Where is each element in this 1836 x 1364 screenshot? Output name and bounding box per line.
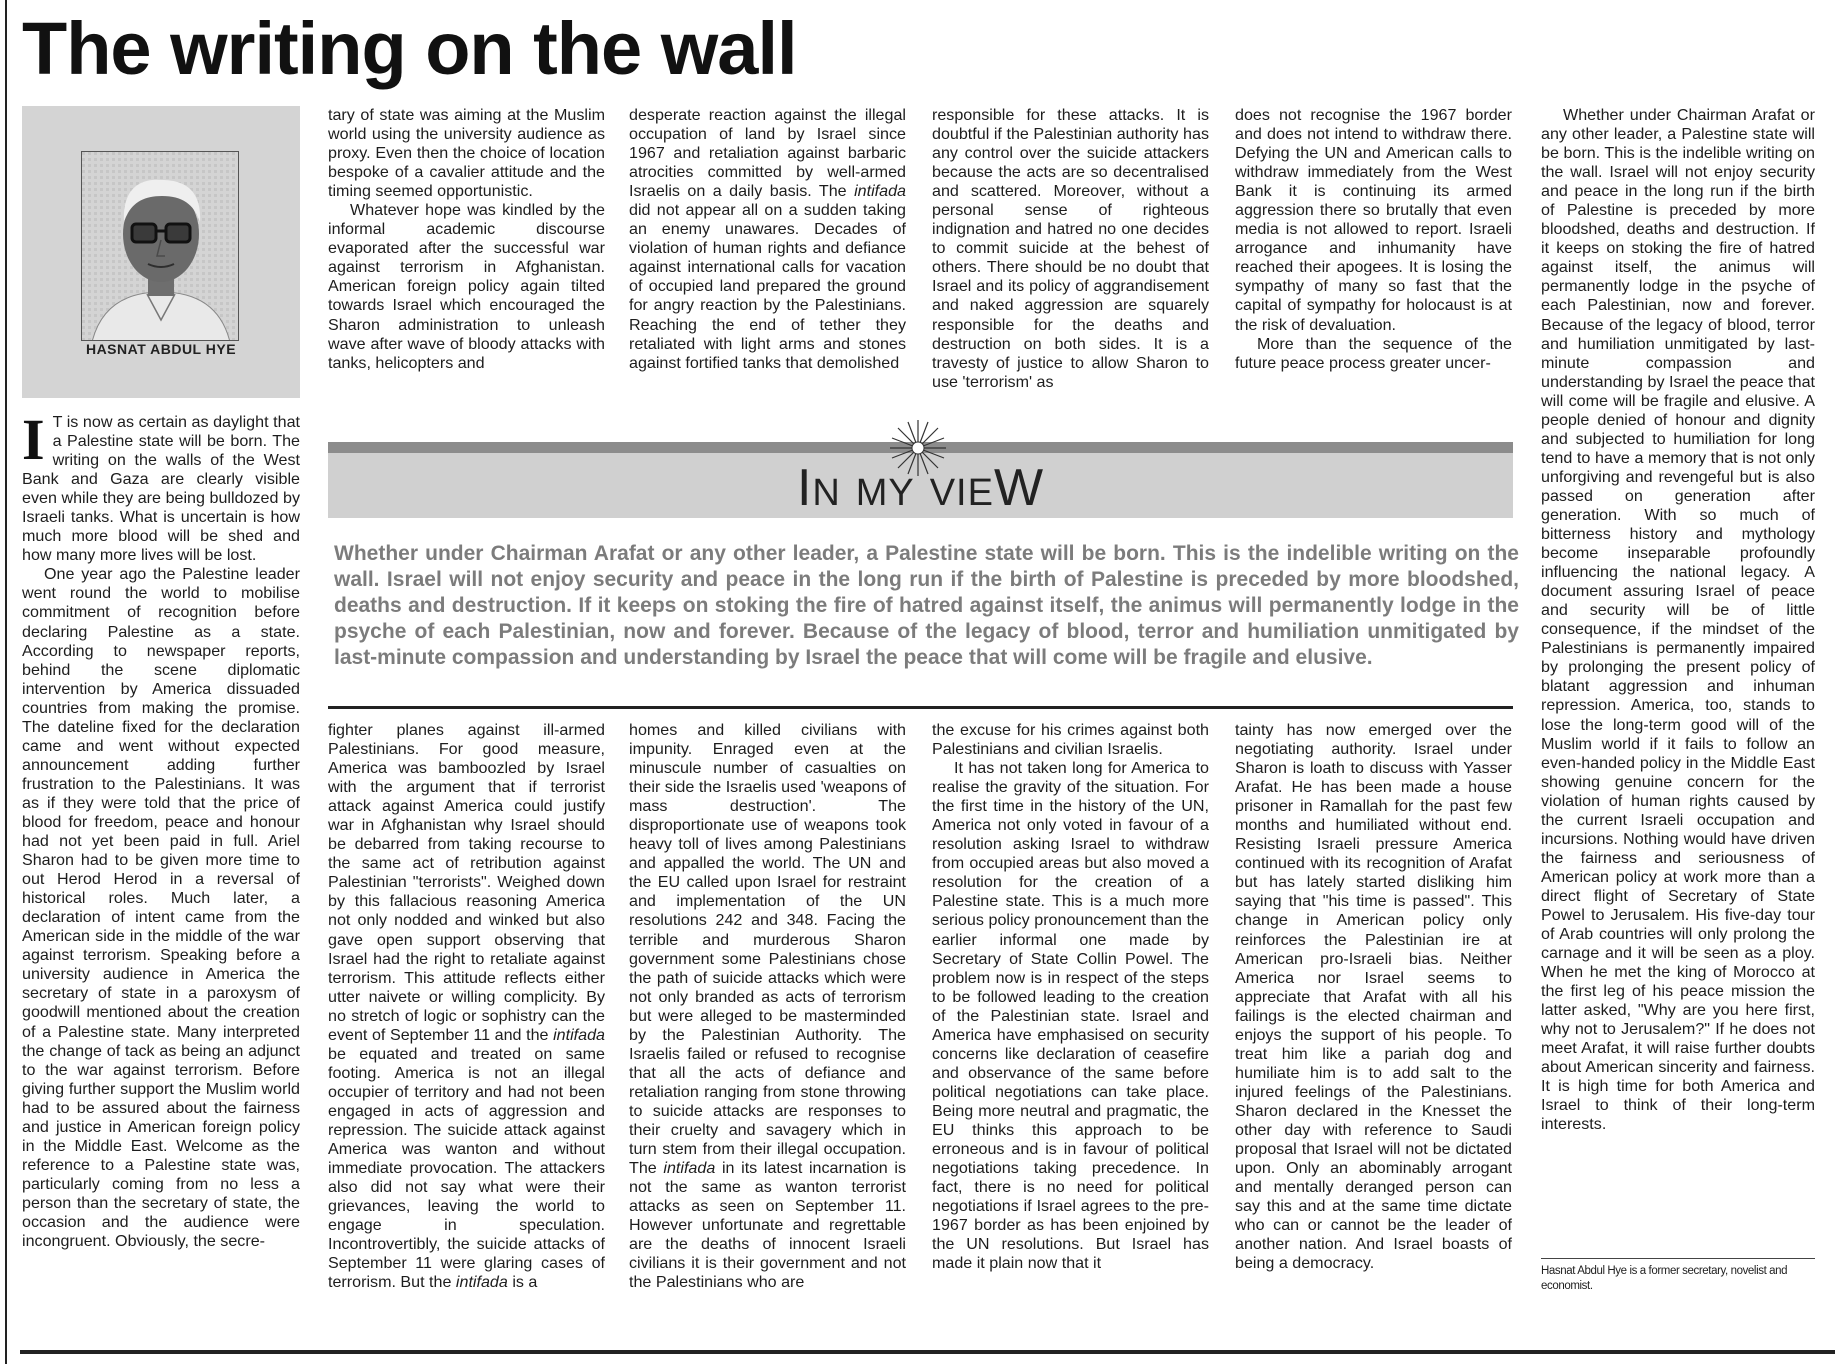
column-5-top xyxy=(1235,106,1512,373)
left-frame-rule xyxy=(5,0,7,1364)
column-1-paragraph-1: T is now as certain as daylight that a Palestine state will be born. The writing on the walls of the West Bank and Gaza are clearly visible even while they are being bulldozed by Israeli tanks. What is uncertain is how much more blood will be shed and how many more lives will be lost. xyxy=(22,413,300,565)
column-5-bottom-paragraph-1: tainty has now emerged over the negotiating authority. Israel under Sharon is loath to discuss with Yasser Arafat. He has been made a house prisoner in Ramallah for the past few months and humiliated without end. Resisting Israeli pressure America continued with its recognition of Arafat but has lately started disliking him saying that "his time is passed". This change in American policy only reinforces the Palestinian ire at American pro-Israeli bias. Neither America nor Israel seems to appreciate that Arafat with all his failings is the elected chairman and enjoys the support of his people. To treat him like a pariah dog and humiliate him is to add salt to the injured feelings of the Palestinians. Sharon declared in the Knesset the other day with reference to Saudi proposal that Israel will not be dictated upon. Only an abominably arrogant and mentally deranged person can say this and at the same time dictate who can or cannot be the leader of another nation. And Israel boasts of being a democracy. xyxy=(1235,721,1512,1273)
banner-letter-i: I xyxy=(796,459,813,517)
author-box xyxy=(22,106,300,398)
column-2-top xyxy=(328,106,605,373)
column-4-bottom xyxy=(932,721,1209,1273)
column-2-bottom-text-c: is a xyxy=(512,1273,538,1292)
banner-letter-w: W xyxy=(993,459,1045,517)
author-footnote: Hasnat Abdul Hye is a former secretary, novelist and economist. xyxy=(1541,1265,1788,1292)
column-2-bottom-text-b: be equated and treated on same footing. America is not an illegal occupier of territory and had not been engaged in acts of aggression and repression. The suicide attack against America was wanton and without immediate provocation. The attackers also did not say what were their grievances, leaving the world to engage in speculation. Incontrovertibly, the suicide attacks of September 11 were glaring cases of terrorism. But the xyxy=(328,1044,605,1292)
column-1 xyxy=(22,407,300,1343)
column-6 xyxy=(1541,106,1815,1135)
pull-quote: Whether under Chairman Arafat or any other leader, a Palestine state will be born. This is the indelible writing on the wall. Israel will not enjoy security and peace in the long run if the birth of Palestine is preceded by more bloodshed, deaths and destruction. If it keeps on stoking the fire of hatred against itself, the animus will permanently lodge in the psyche of each Palestinian, now and forever. Because of the legacy of blood, terror and humiliation unmitigated by last-minute compassion and understanding by Israel the peace that will come will be fragile and elusive. xyxy=(334,542,1519,669)
column-4-bottom-paragraph-1: the excuse for his crimes against both Palestinians and civilian Israelis. xyxy=(932,721,1209,759)
column-3-bottom-text-a: homes and killed civilians with impunity. Enraged even at the minuscule number of casualties on their side the Israelis used 'weapons of mass destruction'. The disproportionate use of weapons took heavy toll of lives among Palestinians and appalled the world. The UN and the EU called upon Israel for restraint and implementation of the UN resolutions 242 and 348. Facing the terrible and murderous Sharon government some Palestinians chose the path of suicide attacks which were not only branded as acts of terrorism but were alleged to be masterminded by the Palestinian Authority. The Israelis failed or refused to recognise that all the acts of defiance and retaliation ranging from stone throwing to suicide attacks are responses to their cruelty and savagery which in turn stem from their illegal occupation. The xyxy=(629,721,906,1178)
column-1-paragraph-2: One year ago the Palestine leader went round the world to mobilise commitment of recognition before declaring Palestine as a state. According to newspaper reports, behind the scene diplomatic intervention by America dissuaded countries from making the promise. The dateline fixed for the declaration came and went without expected announcement adding further frustration to the Palestinians. It was as if they were told that the price of blood for freedom, peace and honour had not yet been paid in full. Ariel Sharon had to be given more time to out Herod Herod in a reversal of historical roles. Much later, a declaration of intent came from the American side in the middle of the war against terrorism. Speaking before a university audience in America the secretary of state in a paroxysm of goodwill mentioned about the creation of a Palestine state. Many interpreted the change of tack as being an adjunct to the war against terrorism. Before giving further support the Muslim world had to be assured about the fairness and justice in American foreign policy in the Middle East. Welcome as the reference to a Palestine state was, particularly coming from no less a person than the secretary of state, the occasion and the audience were incongruent. Obviously, the secre- xyxy=(22,565,300,1251)
column-2-bottom-text-a: fighter planes against ill-armed Palestinians. For good measure, America was bamboozled by Israel with the argument that if terrorist attack against America could justify war in Afghanistan why Israel should be debarred from taking recourse to the same act of retribution against Palestinian "terrorists". Weighed down by this fallacious reasoning America not only nodded and winked but also gave open support observing that Israel had the right to retaliate against terrorism. This attitude reflects either utter naivete or willing complicity. By no stretch of logic or sophistry can the event of September 11 and the xyxy=(328,721,605,1044)
pull-quote-rule xyxy=(328,706,1513,709)
dropcap-letter: I xyxy=(22,407,45,472)
column-4-bottom-paragraph-2: It has not taken long for America to realise the gravity of the situation. For the first time in the history of the UN, America not only voted in favour of a resolution asking Israel to withdraw from occupied areas but also moved a resolution for the creation of a Palestine state. This is a much more serious policy pronouncement than the earlier informal one made by Secretary of State Collin Powel. The problem now is in respect of the steps to be followed leading to the creation of the Palestinian state. Israel and America have emphasised on security concerns like declaration of ceasefire and observance of the same before political negotiations can take place. Being more neutral and pragmatic, the EU thinks this approach to be erroneous and is in favour of political negotiations taking precedence. In fact, there is no need for political negotiations if Israel agrees to the pre-1967 border as has been enjoined by the UN resolutions. But Israel has made it plain now that it xyxy=(932,759,1209,1273)
column-3-top-paragraph-1 xyxy=(629,106,906,373)
bottom-rule xyxy=(20,1350,1835,1354)
banner-title xyxy=(328,458,1513,523)
column-3-bottom-text-b: in its latest incarnation is not the same as wanton terrorist attacks as seen on September 11. However unfortunate and regrettable are the deaths of innocent Israeli civilians it is their government and not the Palestinians who are xyxy=(629,1159,906,1292)
column-4-top-paragraph-1: responsible for these attacks. It is doubtful if the Palestinian authority has any control over the suicide attackers because the acts are so decentralised and scattered. Moreover, without a personal sense of righteous indignation and hatred no one decides to commit suicide at the behest of others. There should be no doubt that Israel and its policy of aggrandisement and naked aggression are squarely responsible for the deaths and destruction on both sides. It is a travesty of justice to allow Sharon to use 'terrorism' as xyxy=(932,106,1209,391)
column-3-top-text-b: did not appear all on a sudden taking an enemy unawares. Decades of violation of human rights and defiance against international calls for vacation of occupied land prepared the ground for angry reaction by the Palestinians. Reaching the end of tether they retaliated with light arms and stones against fortified tanks that demolished xyxy=(629,201,906,372)
column-3-bottom-emphasis: intifada xyxy=(663,1159,716,1178)
column-6-paragraph-1: Whether under Chairman Arafat or any other leader, a Palestine state will be born. This is the indelible writing on the wall. Israel will not enjoy security and peace in the long run if the birth of Palestine is preceded by more bloodshed, deaths and destruction. If it keeps on stoking the fire of hatred against itself, the animus will permanently lodge in the psyche of each Palestinian, now and forever. Because of the legacy of blood, terror and humiliation unmitigated by last-minute compassion and understanding by Israel the peace that will come will be fragile and elusive. A people denied of honour and dignity and subjected to humiliation for long tend to have a memory that is not only unforgiving and revengeful but is also passed on generation after generation. With so much of bitterness history and mythology become inseparable profoundly influencing the national legacy. A document assuring Israel of peace and security will be of little consequence, if the mindset of the Palestinians is permanently impaired by prolonging the present policy of blatant aggression and inhuman repression. America, too, stands to lose the long-term good will of the Muslim world if it fails to follow an even-handed policy in the Middle East showing genuine concern for the violation of human rights caused by the current Israeli occupation and incursions. Nothing would have driven the fairness and seriousness of American policy at work more than a direct flight of Secretary of State Powel to Jerusalem. His five-day tour of Arab countries will only prolong the carnage and it will be seen as a ploy. When he met the king of Morocco at the first leg of his peace mission the latter asked, "Why are you here first, why not to Jerusalem?" If he does not meet Arafat, it will raise further doubts about American sincerity and fairness. It is high time for both America and Israel to think of their long-term interests. xyxy=(1541,106,1815,1134)
column-2-top-paragraph-2: Whatever hope was kindled by the informal academic discourse evaporated after the successful war against terrorism in Afghanistan. American foreign policy again tilted towards Israel which encouraged the Sharon administration to unleash wave after wave of bloody attacks with tanks, helicopters and xyxy=(328,201,605,372)
column-2-bottom-emphasis-2: intifada xyxy=(455,1273,508,1292)
column-3-top-text-a: desperate reaction against the illegal occupation of land by Israel since 1967 and retaliation against barbaric atrocities committed by well-armed Israelis on a daily basis. The xyxy=(629,106,906,201)
column-5-bottom xyxy=(1235,721,1512,1273)
column-4-top xyxy=(932,106,1209,392)
column-2-bottom xyxy=(328,721,605,1292)
headline: The writing on the wall xyxy=(22,7,797,90)
column-3-top-emphasis: intifada xyxy=(854,182,906,201)
footnote-rule xyxy=(1541,1258,1815,1259)
column-2-top-paragraph-1: tary of state was aiming at the Muslim world using the university audience as proxy. Even then the choice of location bespoke of a cavalier attitude and the timing seemed opportunistic. xyxy=(328,106,605,201)
column-3-bottom xyxy=(629,721,906,1292)
banner-letter-n: N xyxy=(812,472,841,514)
banner-word-my: MY xyxy=(855,472,915,514)
column-3-bottom-paragraph-1 xyxy=(629,721,906,1292)
column-2-bottom-paragraph-1 xyxy=(328,721,605,1292)
banner-word-vie: VIE xyxy=(929,472,994,514)
column-5-top-paragraph-2: More than the sequence of the future peace process greater uncer- xyxy=(1235,334,1512,372)
author-byline: HASNAT ABDUL HYE xyxy=(85,341,237,357)
column-2-bottom-emphasis-1: intifada xyxy=(553,1025,605,1044)
column-5-top-paragraph-1: does not recognise the 1967 border and does not intend to withdraw there. Defying the UN and American calls to withdraw immediately from the West Bank it is continuing its armed aggression there so brutally that even media is not allowed to report. Israeli arrogance and inhumanity have reached their apogees. It is losing the sympathy of many so fast that the capital of sympathy for holocaust is at the risk of devaluation. xyxy=(1235,106,1512,334)
column-3-top xyxy=(629,106,906,373)
author-portrait-image xyxy=(82,152,239,341)
author-photo xyxy=(81,151,239,341)
